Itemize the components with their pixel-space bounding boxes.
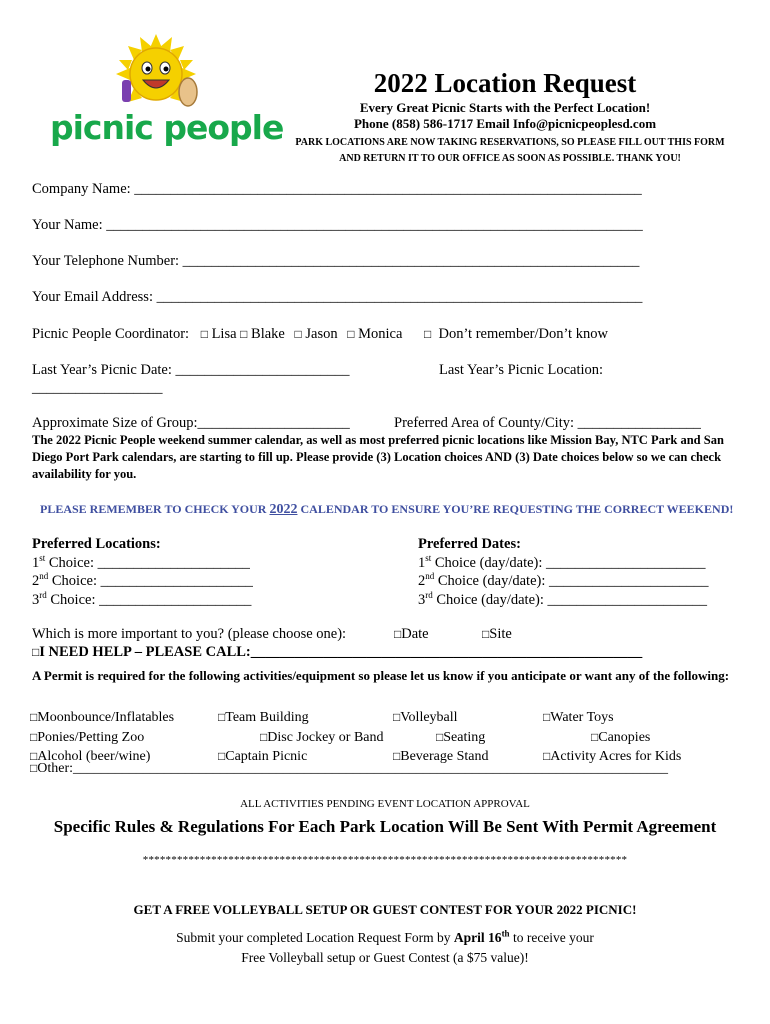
locations-heading: Preferred Locations: [32, 536, 161, 552]
brand-logo-text: picnic people [50, 108, 284, 147]
email-field[interactable]: Your Email Address: ___________________________________________________________________ [32, 289, 643, 305]
telephone-field[interactable]: Your Telephone Number: _______________________________________________________________ [32, 253, 640, 269]
submit-instructions: Submit your completed Location Request Form by April 16th to receive your [176, 928, 594, 945]
checkbox-blake[interactable]: □ Blake [240, 326, 285, 342]
checkbox-lisa[interactable]: □ Lisa [200, 326, 237, 342]
checkbox-date[interactable]: □Date [394, 626, 429, 642]
preferred-area-field[interactable]: Preferred Area of County/City: _________________ [394, 415, 701, 431]
checkbox-ponies[interactable]: □Ponies/Petting Zoo [30, 729, 145, 745]
checkbox-moonbounce[interactable]: □Moonbounce/Inflatables [30, 710, 175, 725]
permit-note: A Permit is required for the following activities/equipment so please let us know if you anticipate or want any of the following: [32, 668, 730, 683]
coordinator-row [32, 326, 608, 343]
checkbox-disc-jockey[interactable]: □Disc Jockey or Band [260, 729, 384, 745]
remember-notice: PLEASE REMEMBER TO CHECK YOUR 2022 CALENDAR TO ENSURE YOU’RE REQUESTING THE CORRECT WEEKEND! [40, 502, 734, 517]
location-choice-3[interactable]: 3rd Choice: _____________________ [32, 589, 252, 608]
checkbox-dont-remember[interactable]: □ Don’t remember/Don’t know [424, 326, 608, 342]
checkbox-captain-picnic[interactable]: □Captain Picnic [218, 749, 308, 764]
date-choice-3[interactable]: 3rd Choice (day/date): ______________________ [418, 589, 707, 608]
calendar-note: The 2022 Picnic People weekend summer calendar, as well as most preferred picnic locations like Mission Bay, NTC Park and San Diego Port Park calendars, are starting to fill up. Please provide (3) Location choices AND (3) Date choices below so we can check availability for you. [32, 433, 724, 481]
your-name-field[interactable]: Your Name: __________________________________________________________________________ [32, 217, 643, 233]
coordinator-label: Picnic People Coordinator: [32, 326, 190, 342]
checkbox-beverage-stand[interactable]: □Beverage Stand [393, 749, 489, 764]
group-size-field[interactable]: Approximate Size of Group:_____________________ [32, 415, 350, 431]
importance-row [32, 626, 512, 643]
reservation-notice [270, 135, 750, 167]
permit-column-4 [543, 708, 681, 767]
preferred-dates [418, 535, 709, 609]
checkbox-canopies[interactable]: □Canopies [591, 729, 651, 745]
preferred-locations [32, 535, 253, 609]
permit-column-1 [30, 708, 174, 767]
tagline: Every Great Picnic Starts with the Perfect Location! [359, 100, 651, 115]
checkbox-alcohol[interactable]: □Alcohol (beer/wine) [30, 749, 151, 764]
form-title: 2022 Location Request [373, 68, 637, 98]
checkbox-volleyball[interactable]: □Volleyball [393, 710, 458, 725]
checkbox-jason[interactable]: □ Jason [294, 326, 338, 342]
importance-question: Which is more important to you? (please choose one): [32, 626, 347, 642]
notice-line-1: PARK LOCATIONS ARE NOW TAKING RESERVATIONS, SO PLEASE FILL OUT THIS FORM [295, 137, 725, 148]
date-choice-1[interactable]: 1st Choice (day/date): ______________________ [418, 552, 706, 571]
checkbox-team-building[interactable]: □Team Building [218, 710, 309, 725]
stars-divider: ************************************************************************************* [142, 854, 628, 866]
checkbox-water-toys[interactable]: □Water Toys [543, 710, 614, 725]
need-help-field[interactable]: □I NEED HELP – PLEASE CALL:______________________________________________________ [32, 644, 643, 660]
notice-line-2: AND RETURN IT TO OUR OFFICE AS SOON AS POSSIBLE. THANK YOU! [339, 153, 681, 164]
permit-column-3 [393, 708, 489, 767]
other-field[interactable]: □Other:_____________________________________________________________________________________ [30, 761, 669, 776]
location-choice-1[interactable]: 1st Choice: _____________________ [32, 552, 250, 571]
free-offer-heading: GET A FREE VOLLEYBALL SETUP OR GUEST CONTEST FOR YOUR 2022 PICNIC! [133, 902, 637, 917]
checkbox-seating[interactable]: □Seating [436, 729, 486, 745]
permit-column-2 [218, 708, 384, 767]
date-choice-2[interactable]: 2nd Choice (day/date): ______________________ [418, 571, 709, 589]
last-year-date-field[interactable]: Last Year’s Picnic Date: ________________________ [32, 362, 350, 378]
company-name-field[interactable]: Company Name: ______________________________________________________________________ [32, 181, 642, 197]
contact-info: Phone (858) 586-1717 Email Info@picnicpeoplesd.com [353, 116, 657, 131]
dates-heading: Preferred Dates: [418, 536, 521, 552]
checkbox-monica[interactable]: □ Monica [347, 326, 403, 342]
last-year-location-label: Last Year’s Picnic Location: [439, 362, 604, 378]
checkbox-activity-acres[interactable]: □Activity Acres for Kids [543, 749, 682, 764]
last-year-date-continuation[interactable]: __________________ [32, 380, 163, 396]
location-choice-2[interactable]: 2nd Choice: _____________________ [32, 571, 253, 589]
submit-instructions-line-2: Free Volleyball setup or Guest Contest (a $75 value)! [241, 950, 529, 965]
rules-note: Specific Rules & Regulations For Each Park Location Will Be Sent With Permit Agreement [53, 817, 717, 836]
pending-approval-note: ALL ACTIVITIES PENDING EVENT LOCATION APPROVAL [240, 798, 530, 810]
checkbox-site[interactable]: □Site [482, 626, 512, 642]
